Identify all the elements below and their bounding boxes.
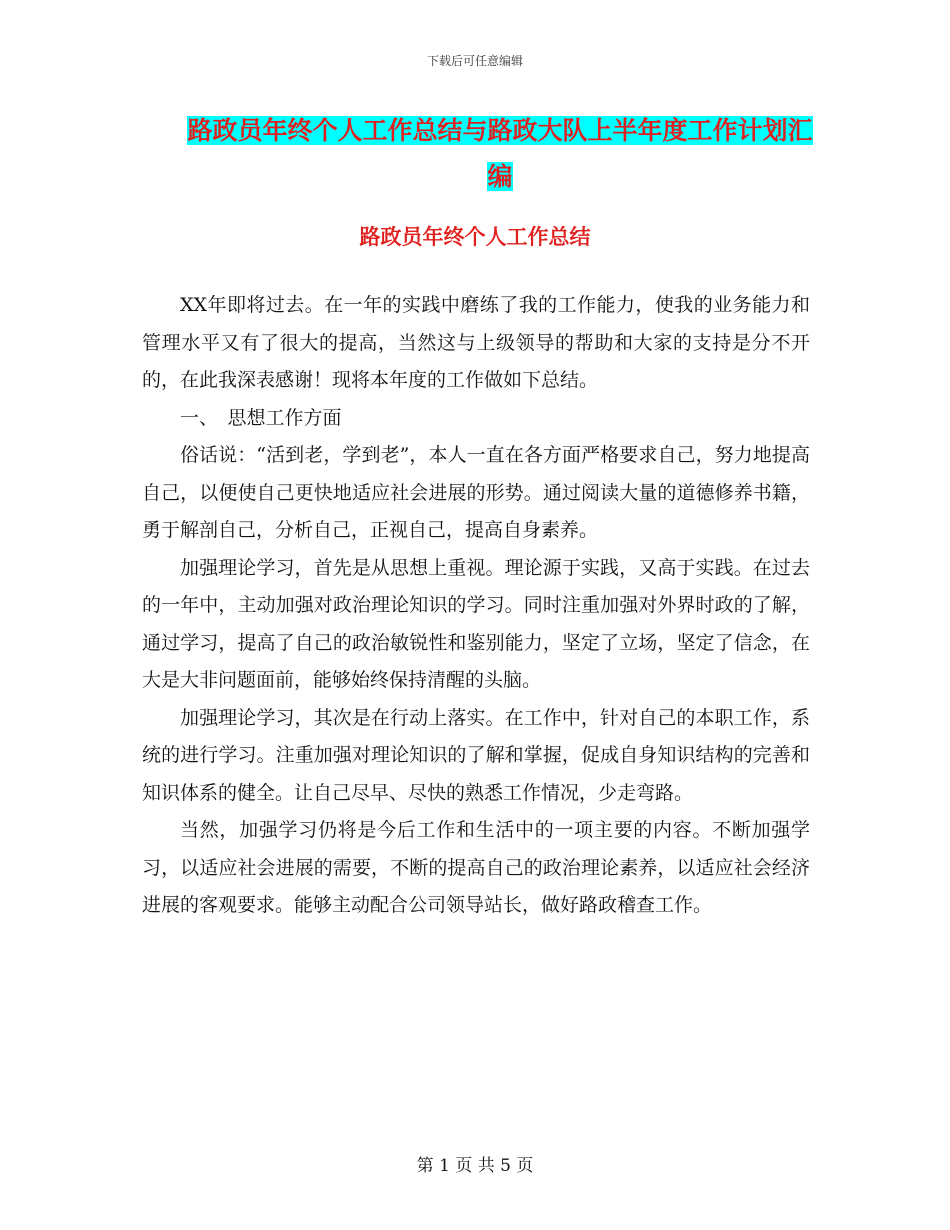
document-title-text: 路政员年终个人工作总结与路政大队上半年度工作计划汇编: [187, 116, 813, 191]
paragraph: 加强理论学习，首先是从思想上重视。理论源于实践，又高于实践。在过去的一年中，主动加强对政治理论知识的学习。同时注重加强对外界时政的了解，通过学习，提高了自己的政治敏锐性和鉴别能力，坚定了立场，坚定了信念，在大是大非问题面前，能够始终保持清醒的头脑。: [142, 556, 810, 691]
paragraph: 当然，加强学习仍将是今后工作和生活中的一项主要的内容。不断加强学习，以适应社会进展的需要，不断的提高自己的政治理论素养，以适应社会经济进展的客观要求。能够主动配合公司领导站长，做好路政稽查工作。: [142, 819, 810, 916]
document-title: [180, 108, 820, 200]
page-footer: 第 1 页 共 5 页: [416, 1156, 534, 1176]
section-heading: 一、 思想工作方面: [180, 406, 342, 429]
paragraph: XX年即将过去。在一年的实践中磨练了我的工作能力，使我的业务能力和管理水平又有了很大的提高，当然这与上级领导的帮助和大家的支持是分不开的，在此我深表感谢！现将本年度的工作做如下总结。: [142, 294, 810, 391]
header-note: 下载后可任意编辑: [426, 54, 523, 68]
section-title: 路政员年终个人工作总结: [359, 225, 591, 249]
paragraph: 加强理论学习，其次是在行动上落实。在工作中，针对自己的本职工作，系统的进行学习。注重加强对理论知识的了解和掌握，促成自身知识结构的完善和知识体系的健全。让自己尽早、尽快的熟悉工作情况，少走弯路。: [142, 706, 810, 804]
document-body: [142, 287, 810, 925]
paragraph: 俗话说：“活到老，学到老”，本人一直在各方面严格要求自己，努力地提高自己，以便使自己更快地适应社会进展的形势。通过阅读大量的道德修养书籍，勇于解剖自己，分析自己，正视自己，提高自身素养。: [142, 444, 810, 541]
